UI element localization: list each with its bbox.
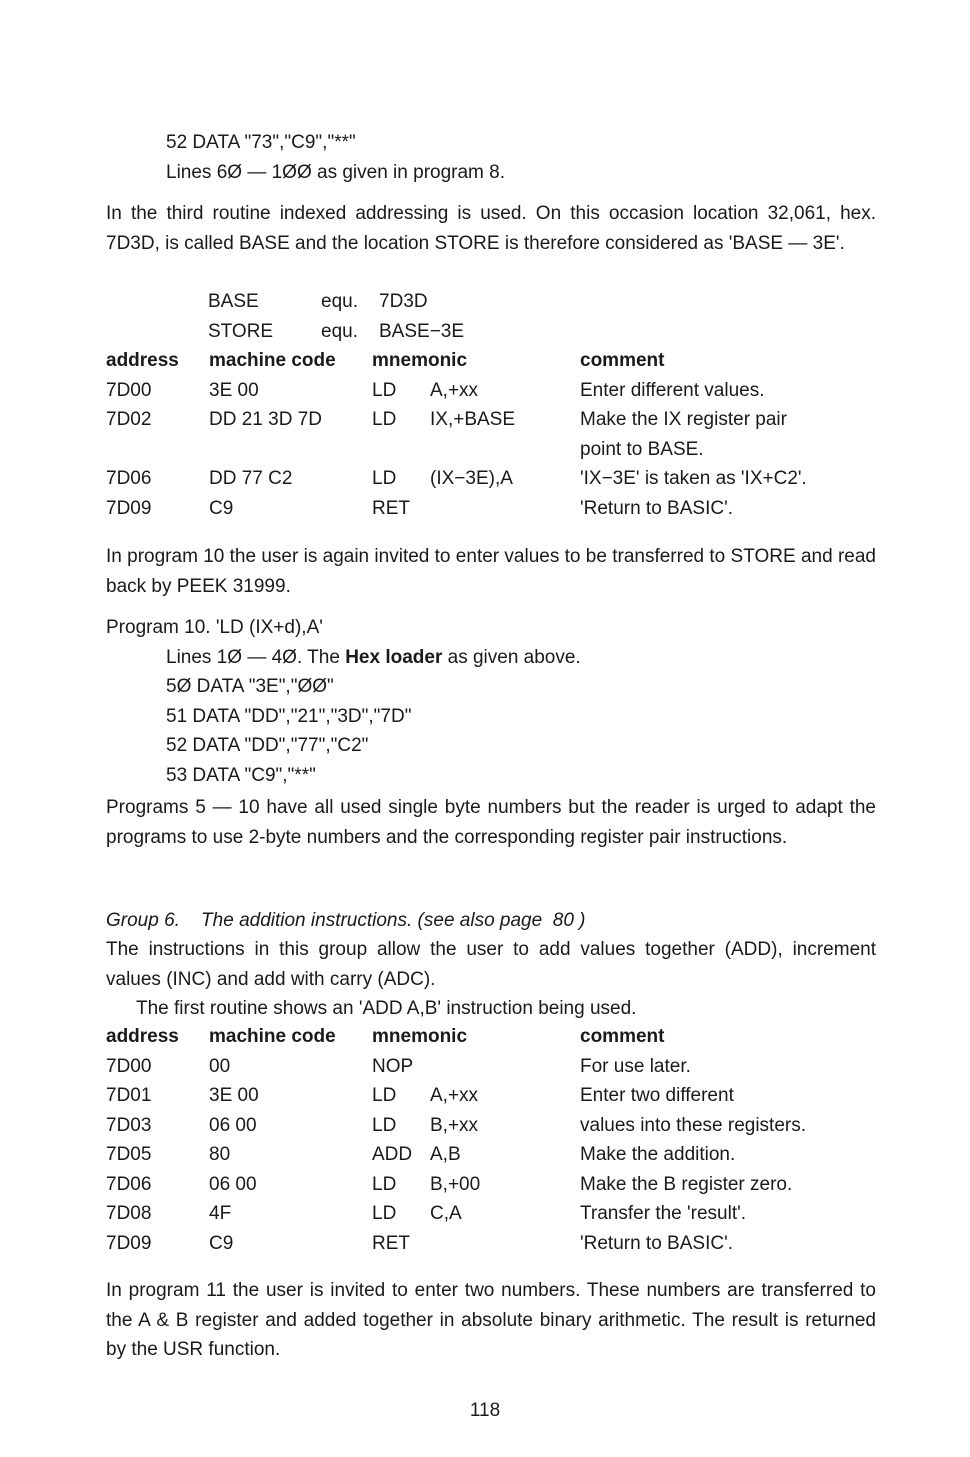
page-number: 118: [469, 1400, 501, 1421]
cell-address: 7D06: [106, 468, 152, 489]
cell-machine-code: 80: [209, 1144, 231, 1165]
mnemonic-arg: (IX−3E),A: [430, 468, 513, 489]
program-10-listing: [106, 643, 876, 791]
cell-mnemonic: [372, 1081, 580, 1111]
cell-machine-code: 06 00: [209, 1114, 257, 1136]
mnemonic-op: RET: [372, 497, 410, 519]
cell-address: 7D09: [106, 497, 152, 519]
cell-comment: Make the addition.: [580, 1144, 736, 1165]
cell-mnemonic: [372, 464, 580, 494]
cell-comment: [580, 405, 807, 464]
cell-machine-code: 3E 00: [209, 1085, 259, 1106]
paragraph-programs-5-10: Programs 5 — 10 have all used single byte numbers but the reader is urged to adapt the programs to use 2-byte numbers and the corresponding register pair instructions.: [106, 797, 876, 848]
mnemonic-arg: A,B: [430, 1144, 461, 1165]
mnemonic-op: NOP: [372, 1055, 414, 1077]
cell-mnemonic: [372, 1140, 580, 1170]
cell-comment: 'Return to BASIC'.: [580, 1232, 733, 1254]
table-row: [106, 494, 807, 524]
mnemonic-op: ADD: [372, 1144, 413, 1165]
equate-label: STORE: [208, 320, 274, 342]
paragraph-program-11-intro: In program 11 the user is invited to enter two numbers. These numbers are transferred to the A & B register and added together in absolute binary arithmetic. The result is returned by the USR function.: [106, 1280, 876, 1360]
comment-line: point to BASE.: [580, 438, 704, 460]
cell-machine-code: 3E 00: [209, 379, 259, 401]
program-10-block: [106, 613, 876, 790]
mnemonic-op: LD: [372, 1203, 397, 1224]
cell-mnemonic: [372, 1052, 580, 1082]
mnemonic-op: LD: [372, 1085, 397, 1106]
header-address: address: [106, 350, 179, 371]
mnemonic-op: RET: [372, 1232, 410, 1254]
table-row: [106, 405, 807, 464]
cell-comment: Make the B register zero.: [580, 1173, 793, 1195]
paragraph-group-6: The instructions in this group allow the user to add values together (ADD), increment values (INC) and add with carry (ADC).: [106, 939, 876, 990]
mnemonic-arg: B,+00: [430, 1173, 481, 1195]
equate-row: [208, 287, 464, 317]
header-mnemonic: mnemonic: [372, 1026, 468, 1047]
cell-address: 7D09: [106, 1232, 152, 1254]
cell-address: 7D00: [106, 1055, 152, 1077]
table-row: [106, 1081, 806, 1111]
code-line: 53 DATA "C9","**": [166, 764, 316, 786]
cell-machine-code: DD 21 3D 7D: [209, 409, 322, 430]
table-row: [106, 1052, 806, 1082]
cell-mnemonic: [372, 376, 580, 406]
paragraph-first-routine: The first routine shows an 'ADD A,B' instruction being used.: [136, 998, 637, 1019]
table-header-row: [106, 1022, 806, 1052]
cell-address: 7D00: [106, 379, 152, 401]
text-run: Lines 1Ø — 4Ø. The: [166, 646, 346, 668]
header-address: address: [106, 1026, 179, 1047]
cell-address: 7D02: [106, 409, 152, 430]
code-line: 5Ø DATA "3E","ØØ": [166, 676, 334, 697]
cell-mnemonic: [372, 1199, 580, 1229]
code-table-1: [106, 346, 876, 523]
cell-address: 7D08: [106, 1203, 152, 1224]
table-header-row: [106, 346, 807, 376]
table-row: [106, 1229, 806, 1259]
equate-label: BASE: [208, 291, 259, 312]
mnemonic-op: LD: [372, 379, 397, 401]
cell-comment: 'IX−3E' is taken as 'IX+C2'.: [580, 468, 807, 489]
header-mnemonic: mnemonic: [372, 350, 468, 371]
cell-machine-code: C9: [209, 1232, 234, 1254]
mnemonic-arg: A,+xx: [430, 379, 479, 401]
cell-machine-code: C9: [209, 497, 234, 519]
program-title: Program 10. 'LD (IX+d),A': [106, 617, 323, 638]
mnemonic-arg: A,+xx: [430, 1085, 479, 1106]
table-row: [106, 1140, 806, 1170]
mnemonic-op: LD: [372, 468, 397, 489]
mnemonic-arg: C,A: [430, 1203, 462, 1224]
table-row: [106, 1111, 806, 1141]
header-comment: comment: [580, 1026, 665, 1047]
equate-op: equ.: [321, 291, 358, 312]
code-line: 51 DATA "DD","21","3D","7D": [166, 705, 412, 727]
equates-block: [208, 287, 970, 346]
table-row: [106, 464, 807, 494]
cell-mnemonic: [372, 1229, 580, 1259]
hex-loader-label: Hex loader: [345, 646, 443, 668]
cell-mnemonic: [372, 405, 580, 464]
cell-comment: Transfer the 'result'.: [580, 1203, 746, 1224]
cell-address: 7D01: [106, 1085, 152, 1106]
mnemonic-op: LD: [372, 1173, 397, 1195]
equate-row: [208, 317, 464, 347]
equate-op: equ.: [321, 320, 358, 342]
group-heading: Group 6. The addition instructions. (see also page 80 ): [106, 910, 586, 931]
text-run: as given above.: [442, 646, 581, 668]
header-machine-code: machine code: [209, 350, 336, 371]
cell-machine-code: 06 00: [209, 1173, 257, 1195]
cell-machine-code: DD 77 C2: [209, 468, 293, 489]
paragraph-program-10-intro: In program 10 the user is again invited to enter values to be transferred to STORE and read back by PEEK 31999.: [106, 546, 876, 597]
mnemonic-op: LD: [372, 1114, 397, 1136]
cell-comment: 'Return to BASIC'.: [580, 497, 733, 519]
cell-comment: values into these registers.: [580, 1114, 807, 1136]
cell-address: 7D05: [106, 1144, 152, 1165]
code-line: 52 DATA "DD","77","C2": [166, 735, 369, 756]
cell-machine-code: 4F: [209, 1203, 232, 1224]
mnemonic-arg: B,+xx: [430, 1114, 479, 1136]
table-row: [106, 1199, 806, 1229]
table-row: [106, 376, 807, 406]
cell-comment: Enter two different: [580, 1085, 734, 1106]
cell-comment: Enter different values.: [580, 379, 765, 401]
comment-line: Make the IX register pair: [580, 409, 787, 430]
code-line: 52 DATA "73","C9","**": [166, 132, 356, 153]
cell-address: 7D03: [106, 1114, 152, 1136]
equate-value: 7D3D: [379, 291, 428, 312]
table-row: [106, 1170, 806, 1200]
cell-mnemonic: [372, 1170, 580, 1200]
header-machine-code: machine code: [209, 1026, 336, 1047]
cell-machine-code: 00: [209, 1055, 231, 1077]
header-comment: comment: [580, 350, 665, 371]
cell-mnemonic: [372, 494, 580, 524]
mnemonic-arg: IX,+BASE: [430, 409, 516, 430]
code-line: [166, 643, 876, 673]
equate-value: BASE−3E: [379, 320, 465, 342]
program-listing-top: [106, 128, 936, 187]
cell-comment: For use later.: [580, 1055, 691, 1077]
code-table-2: [106, 1022, 876, 1258]
mnemonic-op: LD: [372, 409, 397, 430]
cell-mnemonic: [372, 1111, 580, 1141]
paragraph-indexed-addressing: In the third routine indexed addressing is used. On this occasion location 32,061, hex. 7D3D, is called BASE and the location STORE is therefore considered as 'BASE — 3E'.: [106, 203, 876, 254]
code-line: Lines 6Ø — 1ØØ as given in program 8.: [166, 161, 505, 183]
cell-address: 7D06: [106, 1173, 152, 1195]
